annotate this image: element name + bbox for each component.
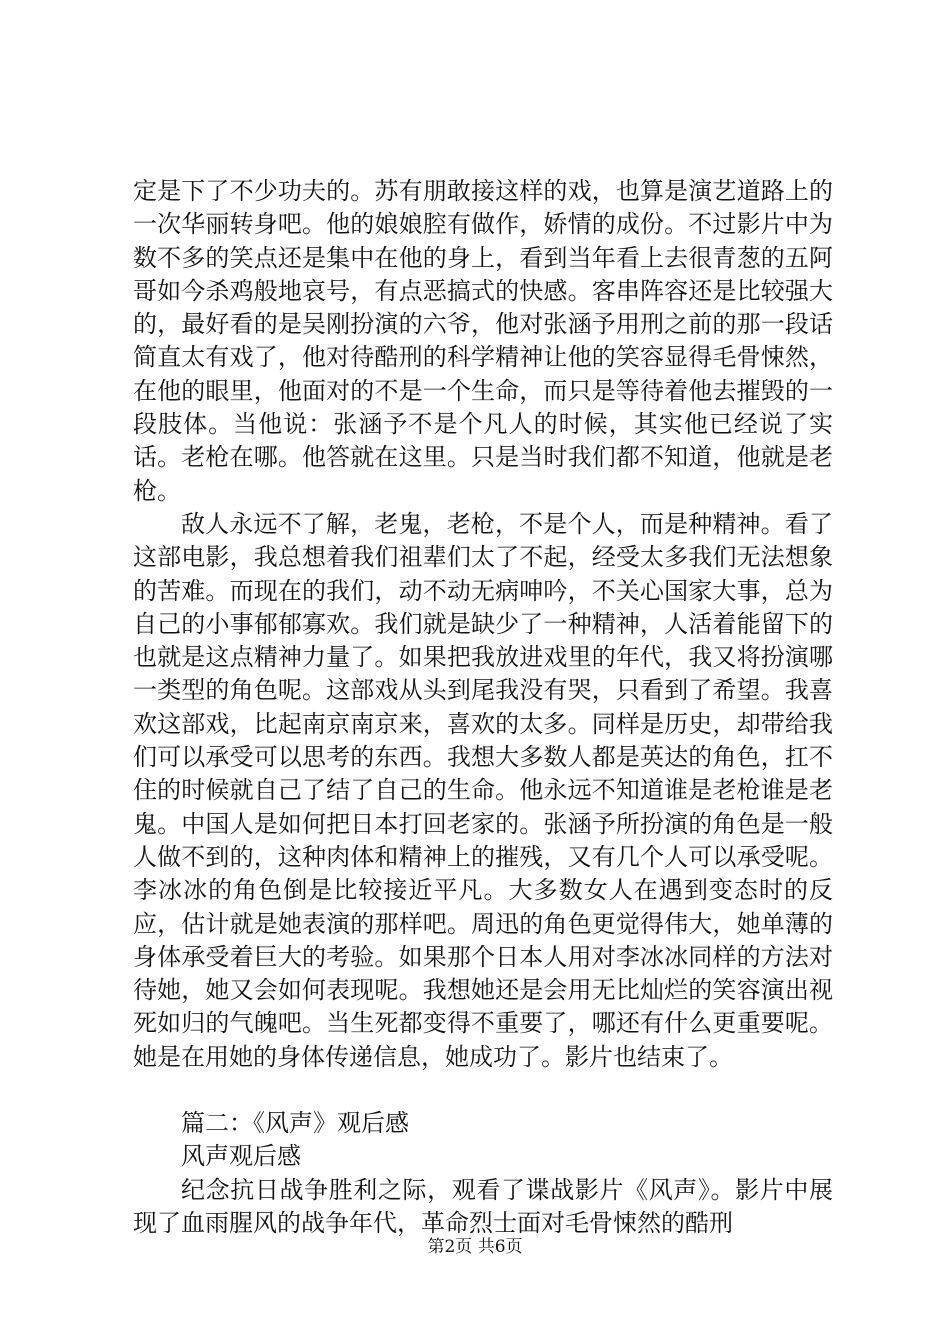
section-heading: 篇二：《风声》观后感: [181, 1109, 409, 1138]
document-body: [133, 175, 833, 1240]
section-paragraph: 纪念抗日战争胜利之际，观看了谍战影片《风声》。影片中展现了血雨腥风的战争年代，革命烈士面对毛骨悚然的酷刑: [133, 1175, 833, 1237]
section-subtitle: 风声观后感: [181, 1142, 301, 1171]
paragraph-reflection: 敌人永远不了解，老鬼，老枪，不是个人，而是种精神。看了这部电影，我总想着我们祖辈们太了不起，经受太多我们无法想象的苦难。而现在的我们，动不动无病呻吟，不关心国家大事，总为自己的小事郁郁寡欢。我们就是缺少了一种精神，人活着能留下的也就是这点精神力量了。如果把我放进戏里的年代，我又将扮演哪一类型的角色呢。这部戏从头到尾我没有哭，只看到了希望。我喜欢这部戏，比起南京南京来，喜欢的太多。同样是历史，却带给我们可以承受可以思考的东西。我想大多数人都是英达的角色，扛不住的时候就自己了结了自己的生命。他永远不知道谁是老枪谁是老鬼。中国人是如何把日本打回老家的。张涵予所扮演的角色是一般人做不到的，这种肉体和精神上的摧残，又有几个人可以承受呢。李冰冰的角色倒是比较接近平凡。大多数女人在遇到变态时的反应，估计就是她表演的那样吧。周迅的角色更觉得伟大，她单薄的身体承受着巨大的考验。如果那个日本人用对李冰冰同样的方法对待她，她又会如何表现呢。我想她还是会用无比灿烂的笑容演出视死如归的气魄吧。当生死都变得不重要了，哪还有什么更重要呢。她是在用她的身体传递信息，她成功了。影片也结束了。: [133, 509, 833, 1071]
paragraph-gap: [133, 1074, 833, 1107]
page-number-label: 第2页 共6页: [427, 1237, 523, 1257]
paragraph-continued: 定是下了不少功夫的。苏有朋敢接这样的戏，也算是演艺道路上的一次华丽转身吧。他的娘娘腔有做作，娇情的成份。不过影片中为数不多的笑点还是集中在他的身上，看到当年看上去很青葱的五阿哥如今杀鸡般地哀号，有点恶搞式的快感。客串阵容还是比较强大的，最好看的是吴刚扮演的六爷，他对张涵予用刑之前的那一段话简直太有戏了，他对待酷刑的科学精神让他的笑容显得毛骨悚然，在他的眼里，他面对的不是一个生命，而只是等待着他去摧毁的一段肢体。当他说：张涵予不是个凡人的时候，其实他已经说了实话。老枪在哪。他答就在这里。只是当时我们都不知道，他就是老枪。: [133, 177, 833, 505]
page-footer: [0, 1236, 950, 1258]
